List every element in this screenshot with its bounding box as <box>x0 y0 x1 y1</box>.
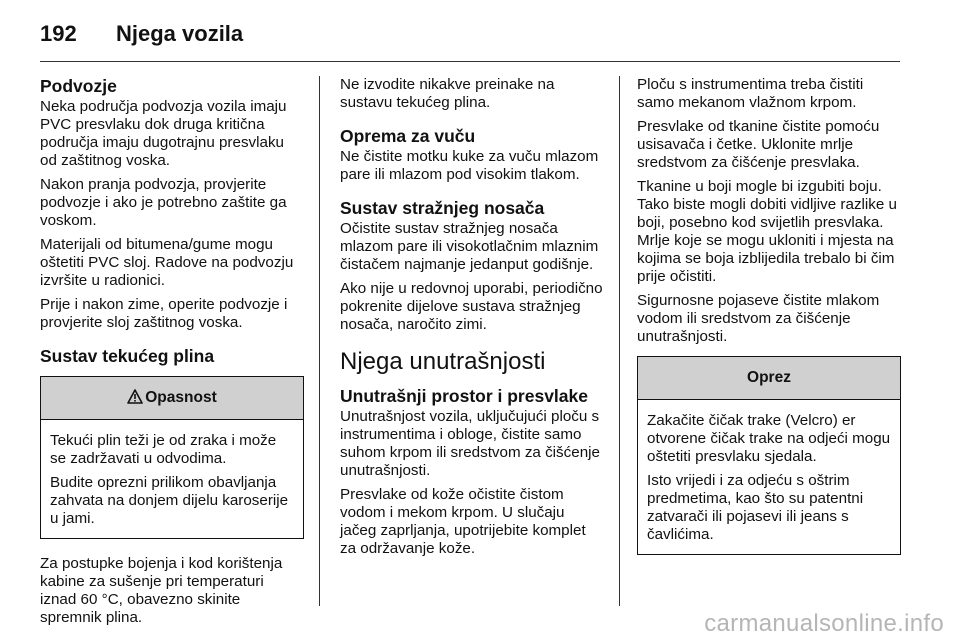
paragraph: Nakon pranja podvozja, provjerite podvozje i ako je potrebno zaštite ga voskom. <box>40 176 287 229</box>
column-divider <box>619 76 620 606</box>
caution-box <box>637 356 901 555</box>
danger-box-header <box>41 377 303 420</box>
page-title: Njega vozila <box>116 21 244 46</box>
paragraph: Za postupke bojenja i kod korištenja kabine za sušenje pri temperaturi iznad 60 °C, obavezno skinite spremnik plina. <box>40 555 283 626</box>
caution-box-title: Oprez <box>747 369 791 386</box>
section-heading-rear-carrier: Sustav stražnjeg nosača <box>340 198 545 218</box>
page-header <box>40 14 900 54</box>
header-divider <box>40 61 900 62</box>
section-heading-fuel-system: Sustav tekućeg plina <box>40 346 215 366</box>
danger-box <box>40 376 304 539</box>
caution-box-header <box>638 357 900 400</box>
paragraph: Neka područja podvozja vozila imaju PVC presvlaku dok druga kritična područja imaju dugotrajnu presvlaku od zaštitnog voska. <box>40 98 287 169</box>
paragraph: Tkanine u boji mogle bi izgubiti boju. Tako biste mogli dobiti vidljive razlike u boji, posebno kod svijetlih presvlaka. Mrlje koje se mogu ukloniti i mjesta na kojima se boja izblijedila trebalo bi čim prije očistiti. <box>637 178 897 285</box>
column-2 <box>340 76 604 564</box>
paragraph: Očistite sustav stražnjeg nosača mlazom pare ili visokotlačnim mlaznim čistačem najmanje jedanput godišnje. <box>340 220 599 273</box>
paragraph: Zakačite čičak trake (Velcro) er otvorene čičak trake na odjeći mogu oštetiti presvlaku sjedala. <box>647 412 891 465</box>
paragraph: Presvlake od tkanine čistite pomoću usisavača i četke. Uklonite mrlje sredstvom za čišćenje presvlaka. <box>637 118 880 171</box>
danger-box-body <box>41 420 303 538</box>
section-heading-podvozje: Podvozje <box>40 76 117 96</box>
column-3 <box>637 76 901 571</box>
warning-triangle-icon <box>127 379 143 421</box>
page-number: 192 <box>40 21 77 46</box>
paragraph: Presvlake od kože očistite čistom vodom i mekom krpom. U slučaju jačeg zaprljanja, upotrijebite komplet za održavanje kože. <box>340 486 586 557</box>
paragraph: Ako nije u redovnoj uporabi, periodično pokrenite dijelove sustava stražnjeg nosača, naročito zimi. <box>340 280 603 333</box>
watermark: carmanualsonline.info <box>704 610 944 637</box>
paragraph: Materijali od bitumena/gume mogu oštetiti PVC sloj. Radove na podvozju izvršite u radionici. <box>40 236 294 289</box>
section-heading-towing: Oprema za vuču <box>340 126 476 146</box>
paragraph: Sigurnosne pojaseve čistite mlakom vodom ili sredstvom za čišćenje unutrašnjosti. <box>637 292 880 345</box>
paragraph: Ploču s instrumentima treba čistiti samo mekanom vlažnom krpom. <box>637 76 864 111</box>
paragraph: Prije i nakon zime, operite podvozje i provjerite sloj zaštitnog voska. <box>40 296 288 331</box>
chapter-heading-interior-care: Njega unutrašnjosti <box>340 348 546 375</box>
paragraph: Tekući plin teži je od zraka i može se zadržavati u odvodima. <box>50 432 277 467</box>
paragraph: Ne izvodite nikakve preinake na sustavu tekućeg plina. <box>340 76 555 111</box>
danger-box-title: Opasnost <box>145 389 217 406</box>
caution-box-body <box>638 400 900 554</box>
section-heading-interior: Unutrašnji prostor i presvlake <box>340 386 588 406</box>
paragraph: Budite oprezni prilikom obavljanja zahvata na donjem dijelu karoserije u jami. <box>50 474 289 527</box>
paragraph: Isto vrijedi i za odjeću s oštrim predmetima, kao što su patentni zatvarači ili pojasevi ili jeans s čavlićima. <box>647 472 864 543</box>
column-1 <box>40 76 304 633</box>
paragraph: Unutrašnjost vozila, uključujući ploču s instrumentima i obloge, čistite samo suhom krpom ili sredstvom za čišćenje unutrašnjosti. <box>340 408 600 479</box>
column-divider <box>319 76 320 606</box>
paragraph: Ne čistite motku kuke za vuču mlazom pare ili mlazom pod visokim tlakom. <box>340 148 599 183</box>
